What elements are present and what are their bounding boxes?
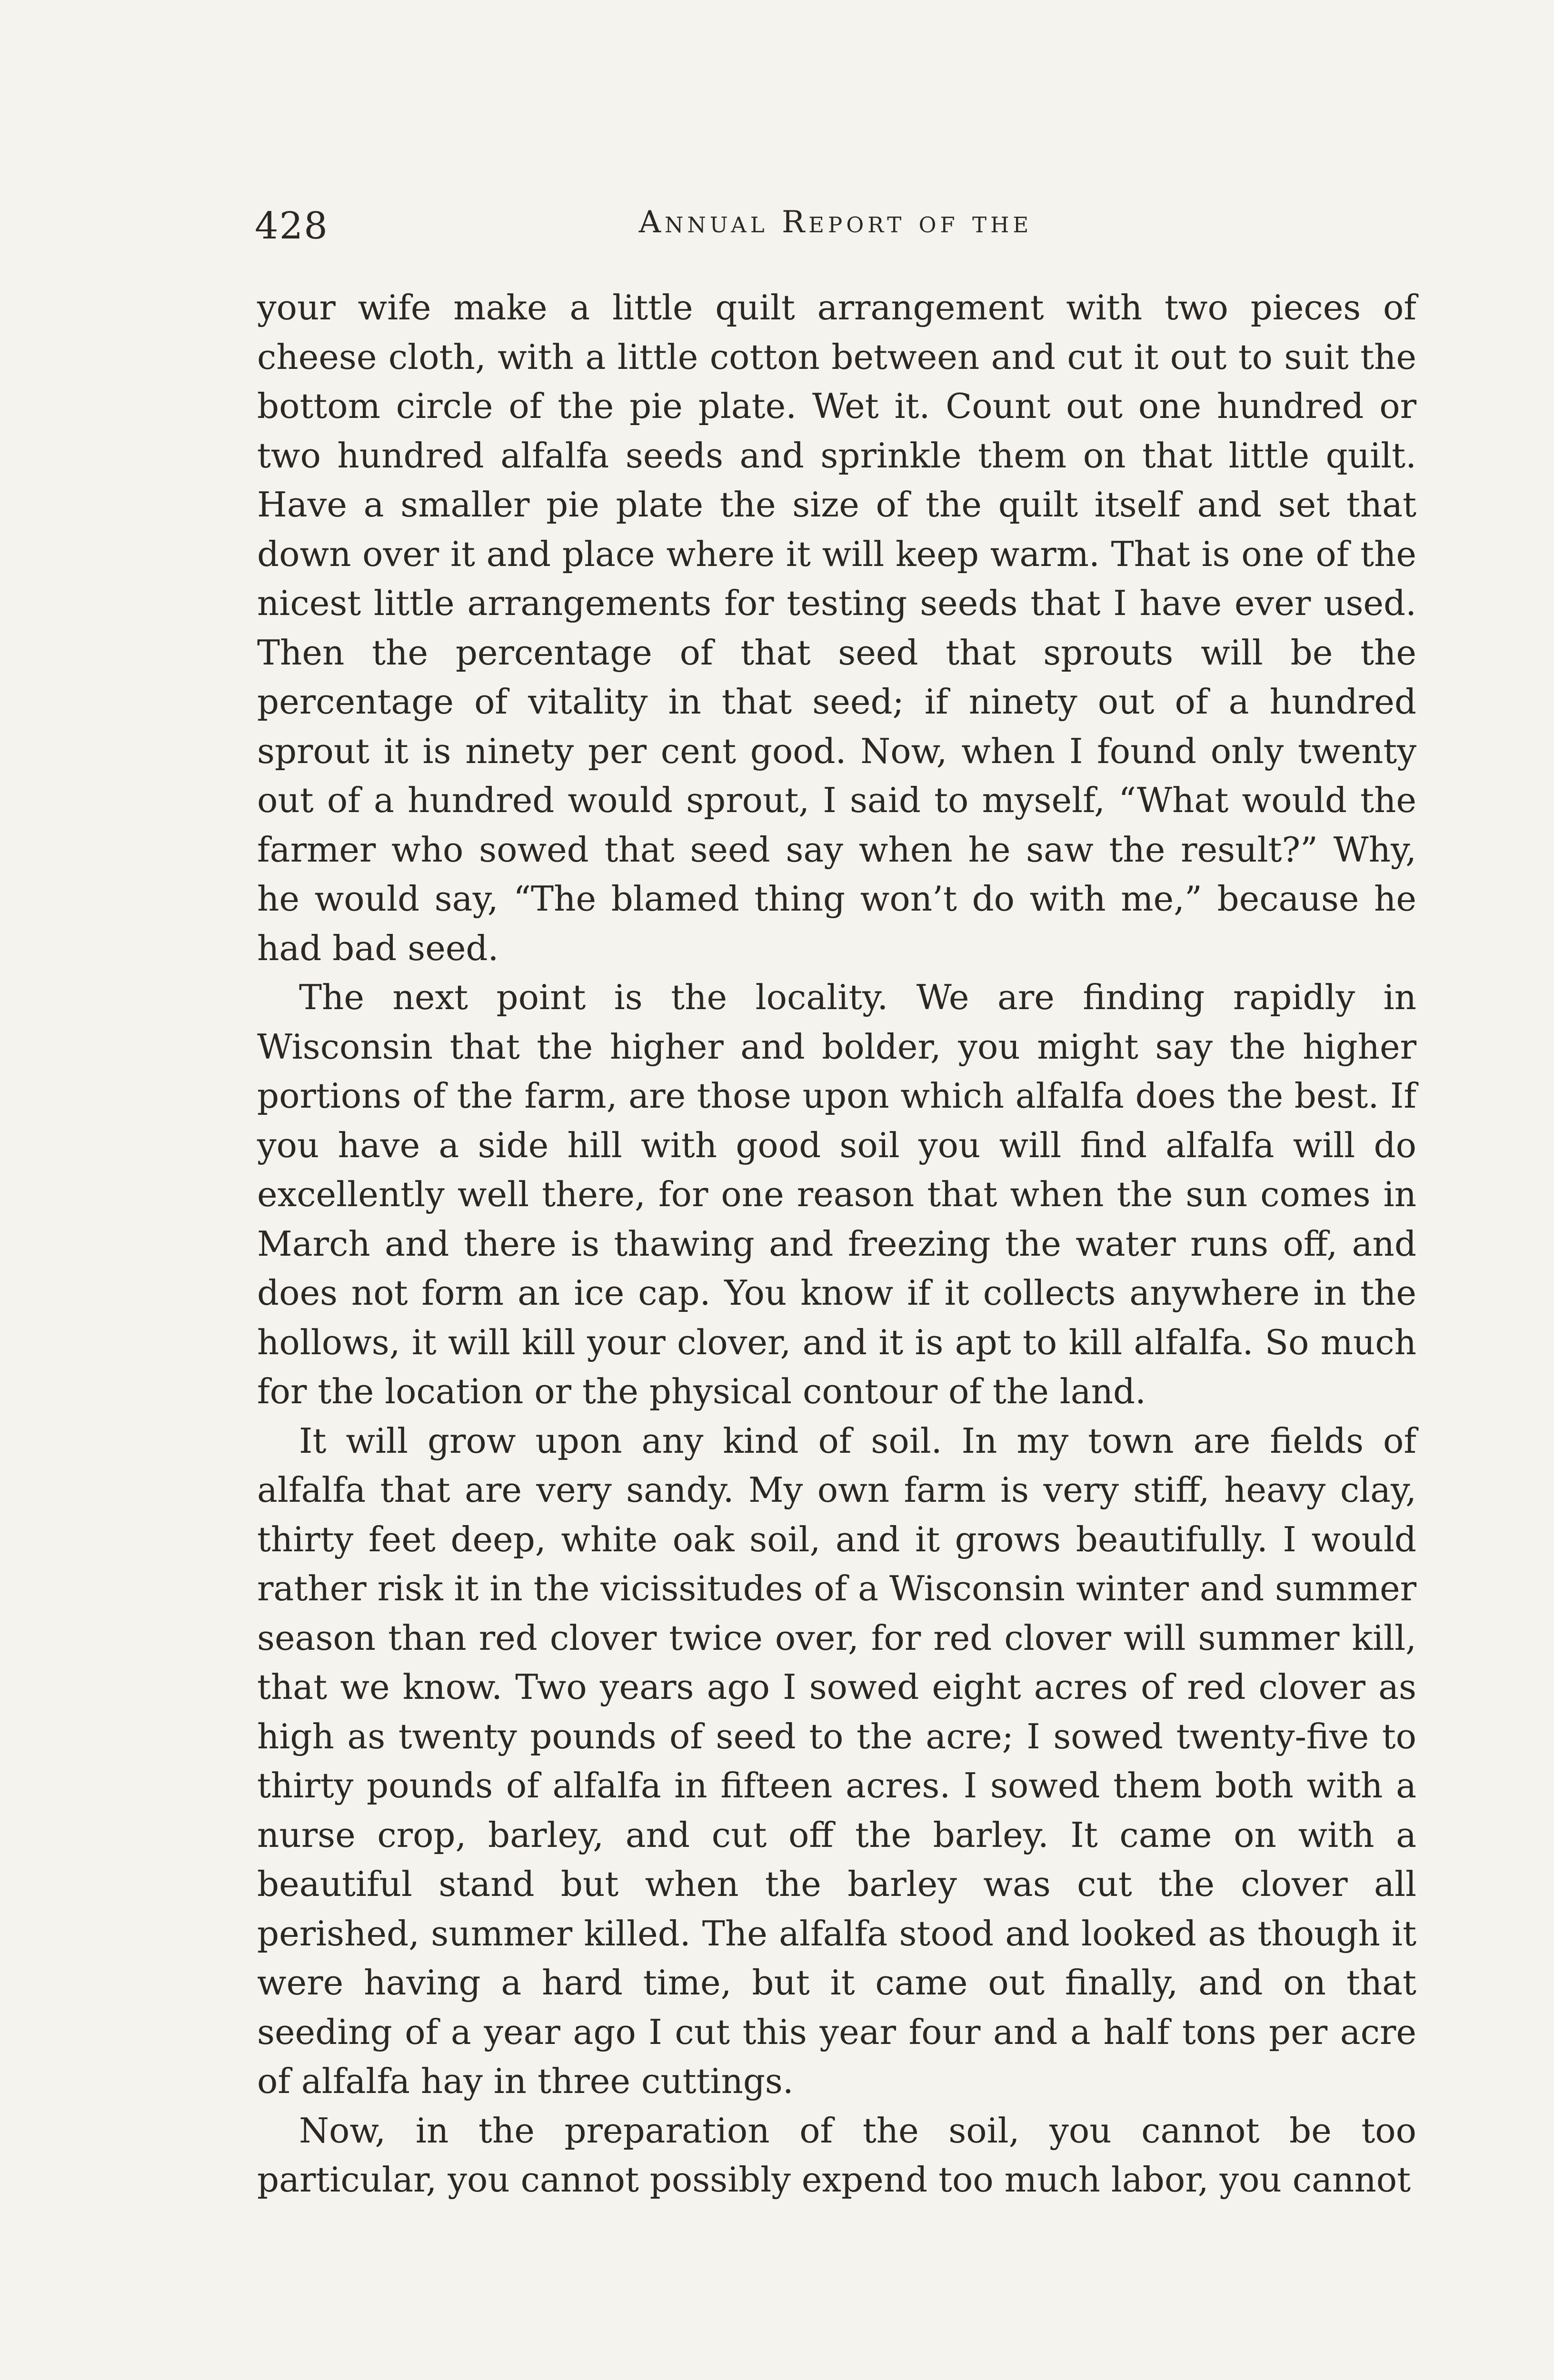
body-text [257, 283, 1416, 2205]
running-title: Annual Report of the [638, 205, 1033, 240]
paragraph-preparation: Now, in the preparation of the soil, you cannot be too particular, you cannot possibly expend too much labor, you cannot [257, 2110, 1416, 2200]
paragraph-locality: The next point is the locality. We are finding rapidly in Wisconsin that the higher and bolder, you might say the higher portions of the farm, are those upon which alfalfa does the best. If you have a side hill with good soil you will find alfalfa will do excellently well there, for one reason that when the sun comes in March and there is thawing and freezing the water runs off, and does not form an ice cap. You know if it collects anywhere in the hollows, it will kill your clover, and it is apt to kill alfalfa. So much for the location or the physical contour of the land. [257, 977, 1416, 1411]
paragraph-soil: It will grow upon any kind of soil. In my town are fields of alfalfa that are very sandy. My own farm is very stiff, heavy clay, thirty feet deep, white oak soil, and it grows beautifully. I would rather risk it in the vicissitudes of a Wisconsin winter and summer season than red clover twice over, for red clover will summer kill, that we know. Two years ago I sowed eight acres of red clover as high as twenty pounds of seed to the acre; I sowed twenty-five to thirty pounds of alfalfa in fifteen acres. I sowed them both with a nurse crop, barley, and cut off the barley. It came on with a beautiful stand but when the barley was cut the clover all perished, summer killed. The alfalfa stood and looked as though it were having a hard time, but it came out finally, and on that seeding of a year ago I cut this year four and a half tons per acre of alfalfa hay in three cuttings. [257, 1420, 1416, 2101]
page-number: 428 [255, 205, 329, 248]
running-head [255, 205, 1416, 257]
paragraph-continued: your wife make a little quilt arrangement with two pieces of cheese cloth, with a little cotton between and cut it out to suit the bottom circle of the pie plate. Wet it. Count out one hundred or two hundred alfalfa seeds and sprinkle them on that little quilt. Have a smaller pie plate the size of the quilt itself and set that down over it and place where it will keep warm. That is one of the nicest little arrangements for testing seeds that I have ever used. Then the percentage of that seed that sprouts will be the percentage of vitality in that seed; if ninety out of a hundred sprout it is ninety per cent good. Now, when I found only twenty out of a hundred would sprout, I said to myself, “What would the farmer who sowed that seed say when he saw the result?” Why, he would say, “The blamed thing won’t do with me,” because he had bad seed. [257, 288, 1416, 968]
